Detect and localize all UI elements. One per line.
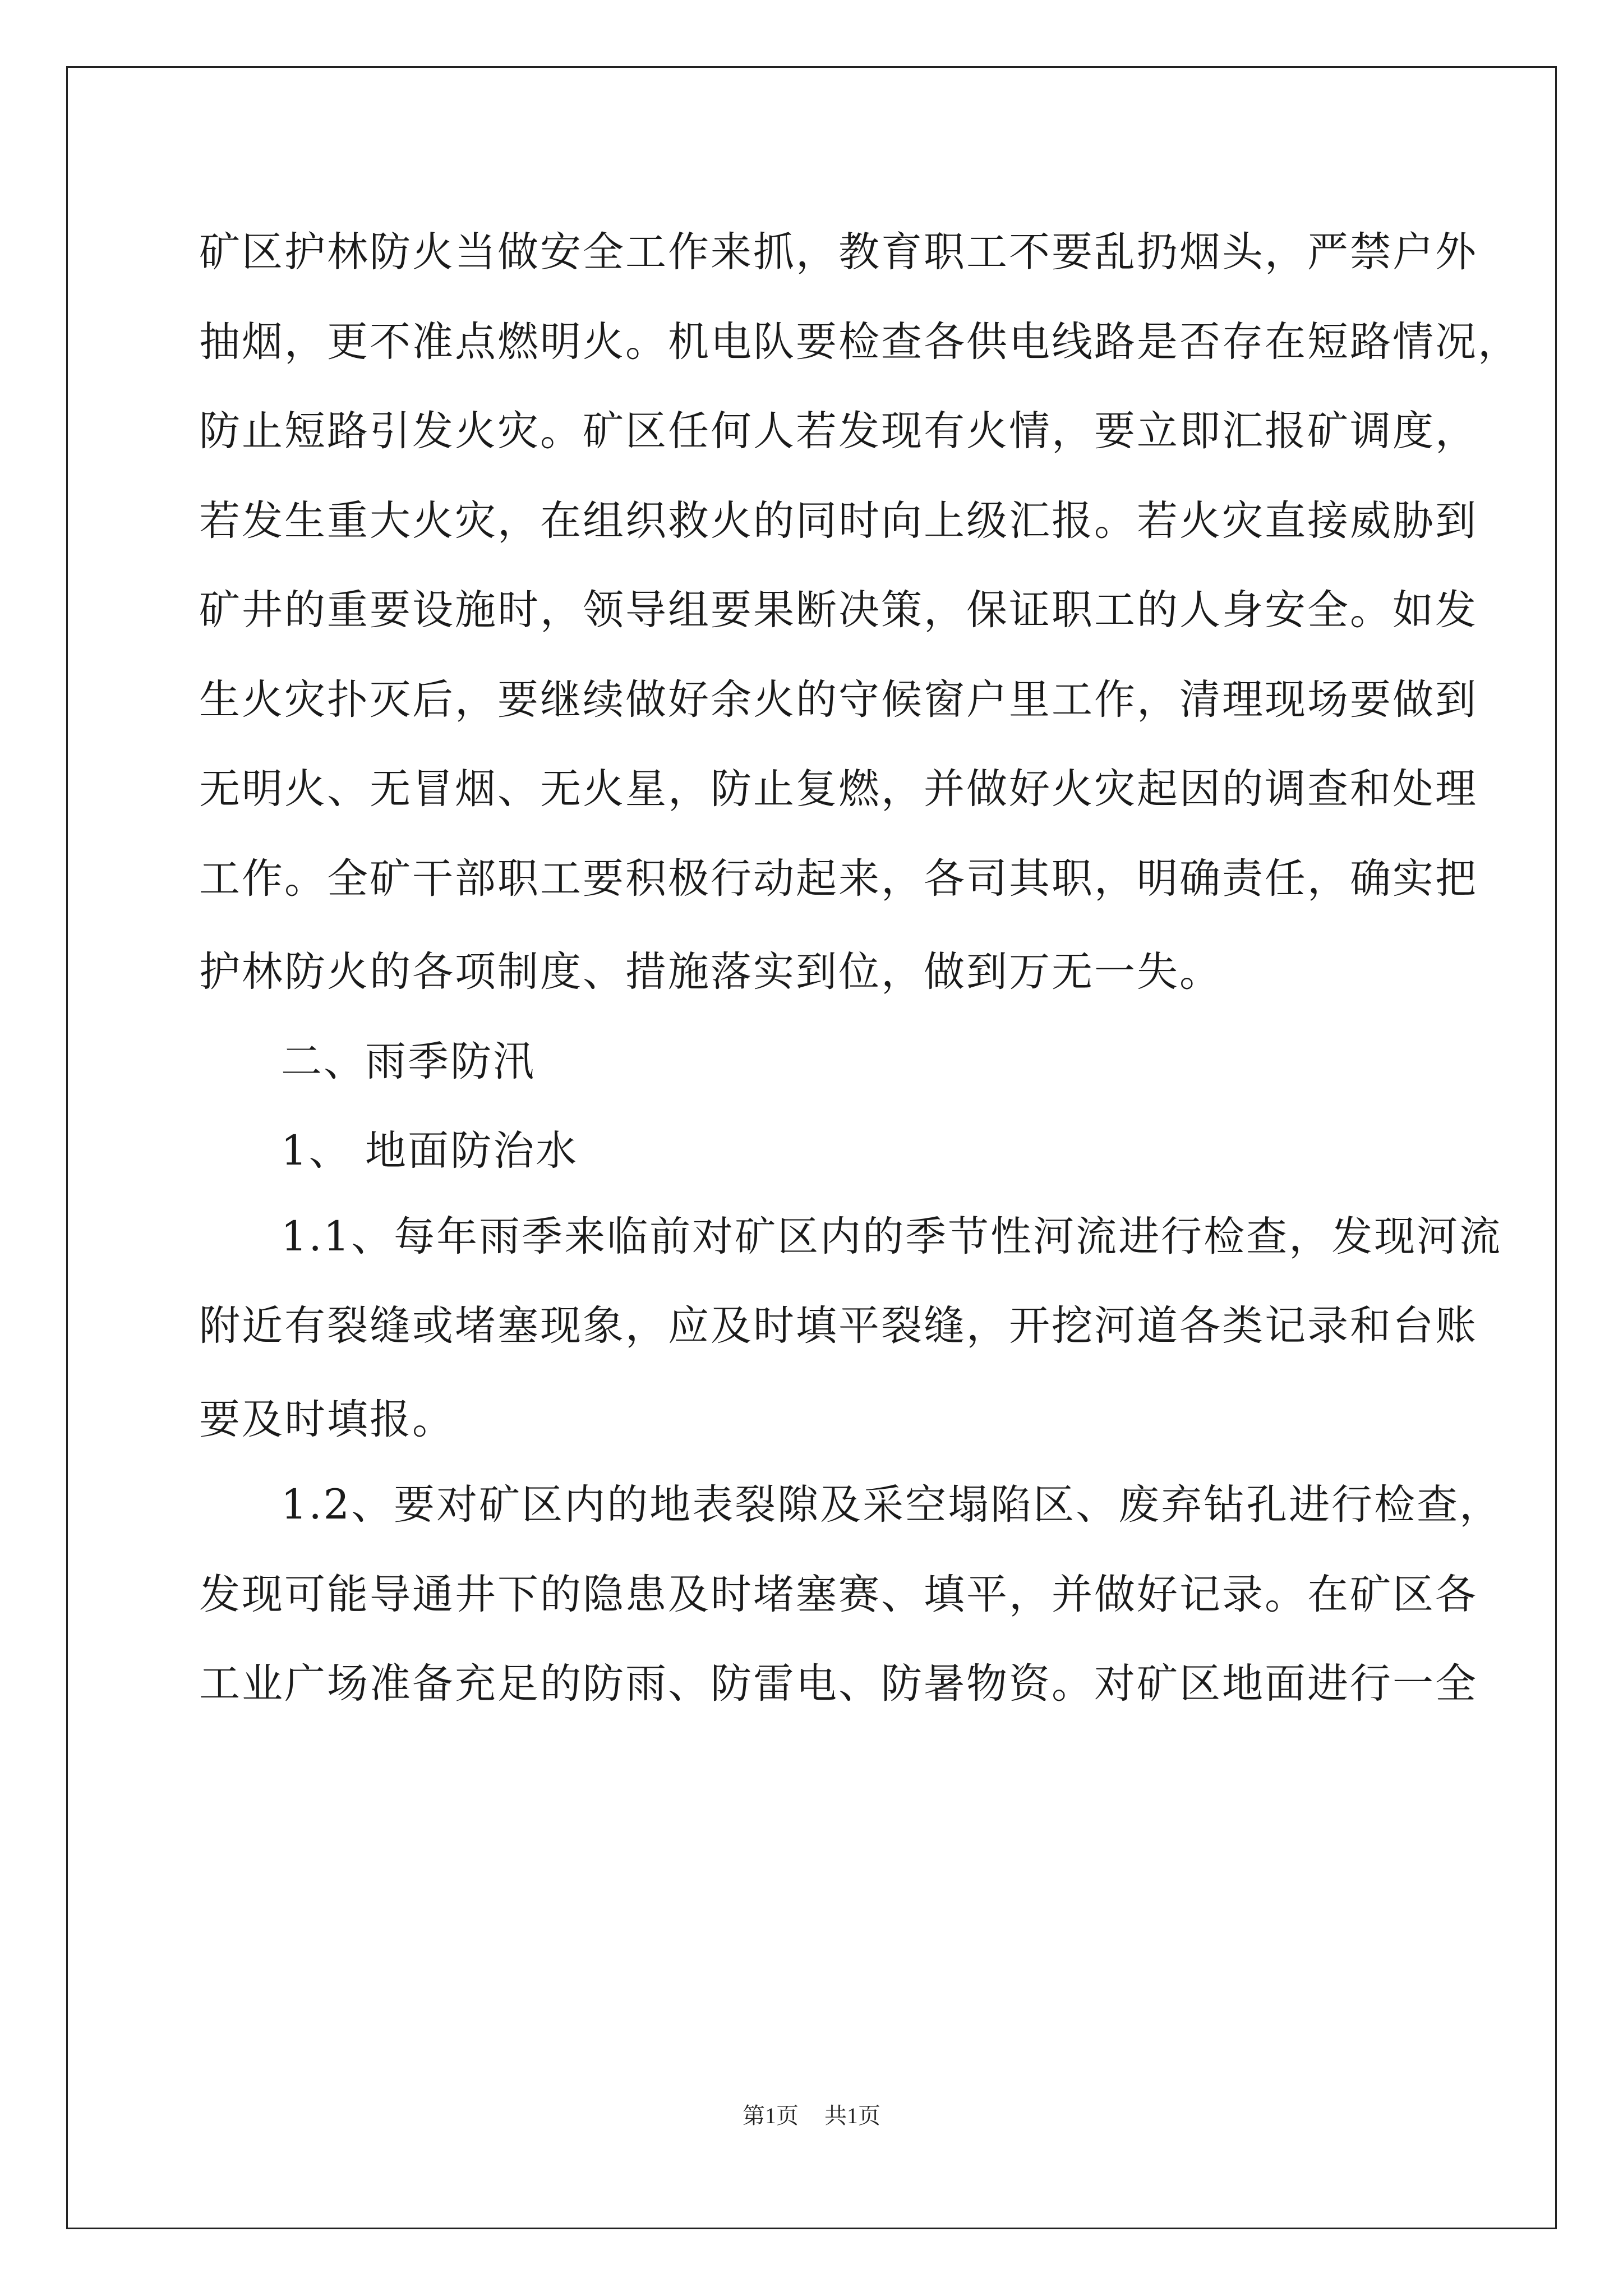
section-number: 二、 — [281, 1037, 366, 1085]
paragraph-line: 附近有裂缝或堵塞现象，应及时填平裂缝，开挖河道各类记录和台账 — [199, 1302, 1478, 1350]
text-line: 生火灾扑灭后，要继续做好余火的守候窗户里工作，清理现场要做到 — [199, 675, 1478, 724]
text-line: 护林防火的各项制度、措施落实到位，做到万无一失。 — [199, 948, 1222, 996]
text-line: 矿井的重要设施时，领导组要果断决策，保证职工的人身安全。如发 — [199, 586, 1478, 634]
paragraph-line: 1.2、要对矿区内的地表裂隙及采空塌陷区、废弃钻孔进行检查， — [281, 1481, 1502, 1529]
subsection-heading — [199, 1102, 1422, 1192]
subsection-number: 1、 — [281, 1127, 352, 1175]
page-footer — [0, 2098, 1623, 2130]
text-line: 抽烟，更不准点燃明火。机电队要检查各供电线路是否存在短路情况， — [199, 318, 1520, 366]
text-line: 若发生重大火灾，在组织救火的同时向上级汇报。若火灾直接威胁到 — [199, 496, 1478, 545]
paragraph-line: 发现可能导通井下的隐患及时堵塞赛、填平，并做好记录。在矿区各 — [199, 1570, 1478, 1618]
subsection-title: 地面防治水 — [365, 1127, 578, 1175]
text-line: 矿区护林防火当做安全工作来抓，教育职工不要乱扔烟头，严禁户外 — [199, 228, 1478, 276]
document-body — [199, 208, 1520, 1729]
section-heading — [199, 1013, 1422, 1103]
paragraph-line: 工业广场准备充足的防雨、防雷电、防暑物资。对矿区地面进行一全 — [199, 1660, 1478, 1708]
paragraph-line: 1.1、每年雨季来临前对矿区内的季节性河流进行检查，发现河流 — [281, 1212, 1502, 1260]
section-title: 雨季防汛 — [365, 1037, 536, 1085]
page-number: 第1页 — [743, 2103, 799, 2128]
text-line: 无明火、无冒烟、无火星，防止复燃，并做好火灾起因的调查和处理 — [199, 765, 1478, 813]
text-line: 工作。全矿干部职工要积极行动起来，各司其职，明确责任，确实把 — [199, 854, 1478, 903]
page-total: 共1页 — [824, 2103, 880, 2128]
text-line: 防止短路引发火灾。矿区任何人若发现有火情，要立即汇报矿调度， — [199, 407, 1478, 455]
paragraph-line: 要及时填报。 — [199, 1395, 455, 1443]
